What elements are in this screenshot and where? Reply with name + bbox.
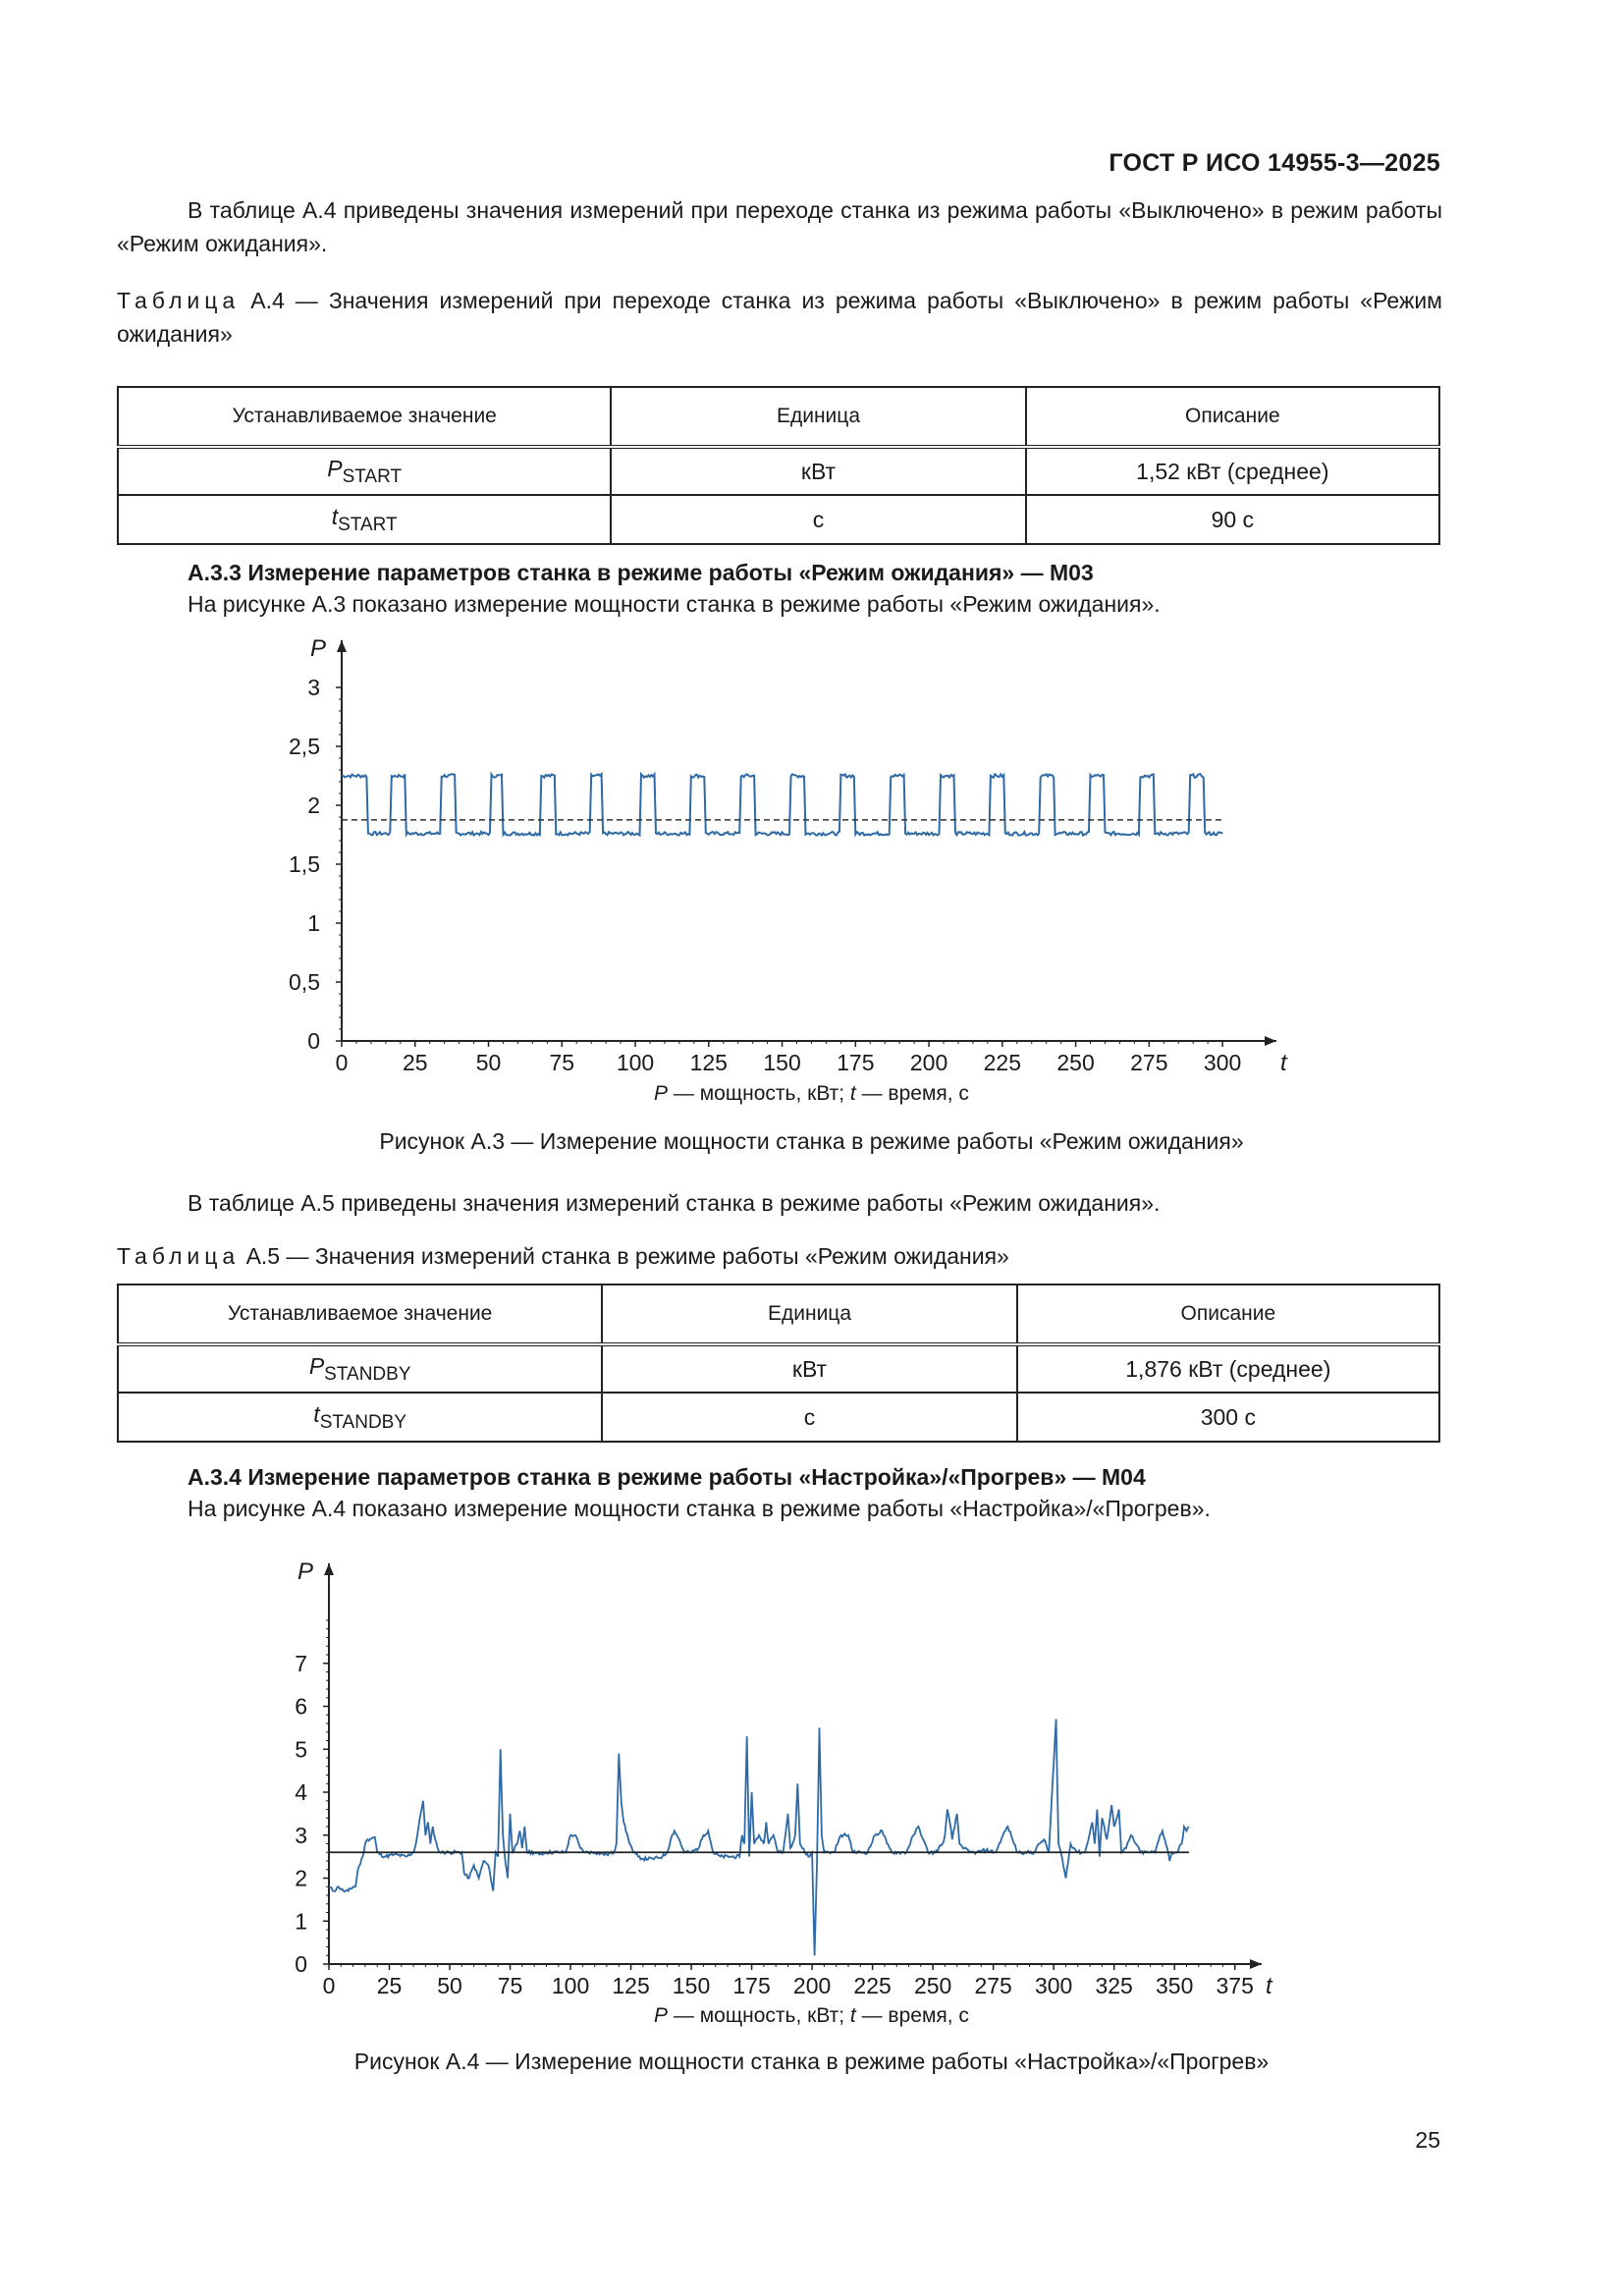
intro-paragraph-a4 — [117, 193, 1442, 260]
x-axis-arrow — [1250, 1959, 1262, 1969]
y-tick-label: 0,5 — [289, 969, 320, 995]
table-cell-unit: кВт — [611, 447, 1025, 495]
legend-p-symbol: P — [654, 2004, 669, 2027]
y-tick-label: 2,5 — [289, 734, 320, 759]
legend-t-symbol: t — [849, 1082, 856, 1105]
y-tick-label: 1 — [307, 910, 320, 936]
table-cell-symbol — [118, 1393, 602, 1442]
x-tick-label: 250 — [913, 1973, 952, 1998]
table-cell-unit: с — [602, 1393, 1016, 1442]
x-tick-label: 125 — [612, 1973, 650, 1998]
y-tick-label: 7 — [295, 1650, 307, 1676]
x-axis-label: t — [1266, 1973, 1272, 1999]
intro-paragraph-a5 — [117, 1186, 1442, 1220]
x-tick-label: 75 — [549, 1050, 575, 1075]
table-cell-description: 90 с — [1026, 495, 1439, 544]
x-tick-label: 175 — [837, 1050, 875, 1075]
x-tick-label: 75 — [497, 1973, 523, 1998]
x-tick-label: 250 — [1056, 1050, 1095, 1075]
table-a4-caption-text: А.4 — Значения измерений при переходе станка из режима работы «Выключено» в режим работы «Режим ожидания» — [117, 288, 1442, 347]
y-axis-label: P — [298, 1558, 314, 1585]
table-cell-symbol — [118, 495, 611, 544]
table-header-cell: Описание — [1017, 1285, 1439, 1344]
y-tick-label: 2 — [307, 793, 320, 818]
y-axis-arrow — [337, 640, 347, 652]
table-a4 — [117, 386, 1440, 545]
x-axis-arrow — [1265, 1036, 1276, 1046]
y-tick-label: 3 — [307, 675, 320, 700]
section-a34-text: На рисунке А.4 показано измерение мощности станка в режиме работы «Настройка»/«Прогрев». — [188, 1496, 1211, 1521]
x-tick-label: 150 — [763, 1050, 801, 1075]
table-a4-caption — [117, 284, 1442, 351]
x-tick-label: 50 — [475, 1050, 502, 1075]
symbol-letter: P — [308, 1352, 325, 1379]
x-tick-label: 300 — [1034, 1973, 1073, 1998]
symbol-subscript: START — [342, 465, 403, 487]
table-a5-caption-prefix: Таблица — [117, 1243, 241, 1269]
x-tick-label: 25 — [402, 1050, 428, 1075]
table-header-cell: Устанавливаемое значение — [118, 387, 611, 447]
figure-a4-caption: Рисунок А.4 — Измерение мощности станка в режиме работы «Настройка»/«Прогрев» — [353, 2049, 1270, 2074]
x-tick-label: 50 — [437, 1973, 462, 1998]
legend-t-text: — время, с — [855, 1082, 969, 1105]
table-header-row — [118, 1285, 1439, 1344]
figure-a3-legend — [0, 1082, 1623, 1106]
y-tick-label: 0 — [307, 1028, 320, 1054]
legend-t-symbol: t — [849, 2004, 856, 2027]
x-tick-label: 325 — [1095, 1973, 1133, 1998]
symbol-subscript: START — [338, 514, 398, 535]
section-a34-heading: А.3.4 Измерение параметров станка в режиме работы «Настройка»/«Прогрев» — М04 — [188, 1464, 1146, 1490]
section-a33 — [188, 557, 1444, 620]
y-axis-label: P — [310, 635, 327, 662]
x-tick-label: 25 — [376, 1973, 403, 1998]
intro-a4-text: В таблице А.4 приведены значения измерений при переходе станка из режима работы «Выключено» в режим работы «Режим ожидания». — [117, 197, 1442, 256]
table-cell-unit: с — [611, 495, 1025, 544]
table-header-cell: Устанавливаемое значение — [118, 1285, 602, 1344]
table-header-row — [118, 387, 1439, 447]
symbol-subscript: STANDBY — [324, 1363, 411, 1385]
table-a4-caption-prefix: Таблица — [117, 288, 241, 313]
x-axis-label: t — [1280, 1050, 1287, 1076]
x-tick-label: 225 — [853, 1973, 892, 1998]
x-tick-label: 125 — [689, 1050, 728, 1075]
power-series-line — [329, 1720, 1189, 1956]
x-tick-label: 275 — [1130, 1050, 1168, 1075]
intro-a5-text: В таблице А.5 приведены значения измерений станка в режиме работы «Режим ожидания». — [188, 1190, 1161, 1216]
table-cell-description: 300 с — [1017, 1393, 1439, 1442]
table-cell-symbol — [118, 1344, 602, 1393]
document-code-header: ГОСТ Р ИСО 14955-3—2025 — [1109, 149, 1440, 177]
figure-a4-legend — [0, 2004, 1623, 2028]
table-a5-caption — [117, 1239, 1442, 1273]
legend-p-symbol: P — [654, 1082, 669, 1105]
y-tick-label: 3 — [295, 1822, 307, 1848]
symbol-letter: t — [331, 503, 339, 529]
x-tick-label: 375 — [1216, 1973, 1254, 1998]
table-header-cell: Единица — [611, 387, 1025, 447]
legend-t-text: — время, с — [855, 2004, 969, 2027]
section-a34 — [188, 1461, 1444, 1524]
x-tick-label: 300 — [1203, 1050, 1242, 1075]
table-header-cell: Единица — [602, 1285, 1016, 1344]
page-number: 25 — [1415, 2127, 1440, 2153]
x-tick-label: 175 — [732, 1973, 771, 1998]
table-cell-unit: кВт — [602, 1344, 1016, 1393]
x-tick-label: 100 — [616, 1050, 655, 1075]
y-tick-label: 1 — [295, 1908, 307, 1935]
table-row — [118, 495, 1439, 544]
power-series-line — [342, 774, 1222, 835]
table-header-cell: Описание — [1026, 387, 1439, 447]
symbol-letter: P — [327, 455, 343, 481]
table-row — [118, 1344, 1439, 1393]
symbol-subscript: STANDBY — [319, 1411, 407, 1433]
x-tick-label: 100 — [551, 1973, 590, 1998]
legend-p-text: — мощность, кВт; — [668, 1082, 850, 1105]
y-tick-label: 1,5 — [289, 851, 320, 877]
y-tick-label: 0 — [295, 1951, 307, 1977]
figure-a4-chart — [0, 1542, 1623, 2003]
x-tick-label: 225 — [983, 1050, 1022, 1075]
x-tick-label: 0 — [335, 1050, 349, 1075]
table-row — [118, 447, 1439, 495]
x-tick-label: 350 — [1155, 1973, 1194, 1998]
y-tick-label: 5 — [295, 1736, 307, 1763]
x-tick-label: 150 — [672, 1973, 711, 1998]
table-cell-description: 1,876 кВт (среднее) — [1017, 1344, 1439, 1393]
x-tick-label: 275 — [974, 1973, 1012, 1998]
y-axis-arrow — [324, 1563, 334, 1575]
section-a33-heading: А.3.3 Измерение параметров станка в режиме работы «Режим ожидания» — М03 — [188, 560, 1094, 585]
x-tick-label: 0 — [322, 1973, 336, 1998]
symbol-letter: t — [313, 1400, 320, 1427]
table-row — [118, 1393, 1439, 1442]
figure-a3-chart — [0, 619, 1623, 1080]
section-a33-text: На рисунке А.3 показано измерение мощности станка в режиме работы «Режим ожидания». — [188, 591, 1161, 617]
figure-a3-caption: Рисунок А.3 — Измерение мощности станка в режиме работы «Режим ожидания» — [379, 1128, 1244, 1154]
x-tick-label: 200 — [909, 1050, 948, 1075]
x-tick-label: 200 — [792, 1973, 832, 1998]
table-a5-caption-text: А.5 — Значения измерений станка в режиме работы «Режим ожидания» — [240, 1243, 1009, 1269]
y-tick-label: 6 — [295, 1693, 307, 1720]
table-cell-description: 1,52 кВт (среднее) — [1026, 447, 1439, 495]
table-cell-symbol — [118, 447, 611, 495]
legend-p-text: — мощность, кВт; — [668, 2004, 850, 2027]
table-a5 — [117, 1284, 1440, 1443]
y-tick-label: 2 — [295, 1865, 307, 1891]
y-tick-label: 4 — [295, 1779, 307, 1805]
